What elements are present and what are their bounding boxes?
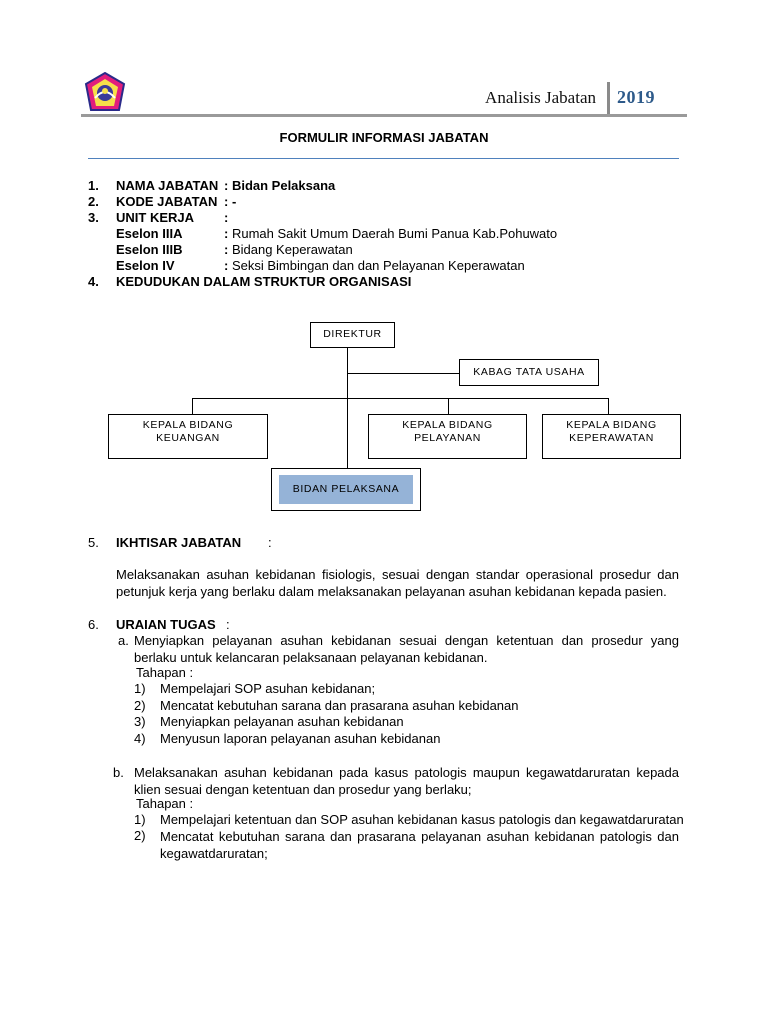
org-connector xyxy=(608,398,609,414)
step-text: Mencatat kebutuhan sarana dan prasarana pelayanan asuhan kebidanan patologis dan kegawatdaruratan; xyxy=(160,829,679,861)
step-text: Menyiapkan pelayanan asuhan kebidanan xyxy=(160,714,404,729)
step-text: Mempelajari ketentuan dan SOP asuhan kebidanan kasus patologis dan kegawatdaruratan xyxy=(160,812,684,827)
eselon-iiib-label: Eselon IIIB xyxy=(116,242,183,257)
step-text: Menyusun laporan pelayanan asuhan kebidanan xyxy=(160,731,441,746)
org-connector xyxy=(347,373,459,374)
title-underline xyxy=(88,158,679,159)
task-marker: a. xyxy=(118,633,129,648)
kode-jabatan-value: : - xyxy=(224,194,237,209)
eselon-iiia-label: Eselon IIIA xyxy=(116,226,183,241)
ikhtisar-colon: : xyxy=(268,535,272,550)
task-a-tahapan: Tahapan : xyxy=(136,665,194,680)
step-text: Mencatat kebutuhan sarana dan prasarana asuhan kebidanan xyxy=(160,698,519,713)
org-connector xyxy=(192,398,608,399)
org-box-kepala-bidang-keperawatan: KEPALA BIDANG KEPERAWATAN xyxy=(542,414,681,459)
org-connector xyxy=(347,347,348,468)
header-title: Analisis Jabatan xyxy=(485,88,596,107)
org-connector xyxy=(448,398,449,414)
step-number: 1) xyxy=(134,812,146,827)
item-number: 3. xyxy=(88,210,99,225)
task-a-text: Menyiapkan pelayanan asuhan kebidanan sesuai dengan ketentuan dan prosedur yang berlaku untuk kelancaran pelaksanaan pelayanan kebidanan. xyxy=(134,633,679,665)
eselon-iv-value: : Seksi Bimbingan dan dan Pelayanan Keperawatan xyxy=(224,258,525,273)
item-number: 2. xyxy=(88,194,99,209)
step-number: 1) xyxy=(134,681,146,696)
task-b-tahapan: Tahapan : xyxy=(136,796,194,811)
step-number: 2) xyxy=(134,828,146,843)
header-rule xyxy=(81,114,687,117)
org-box-highlight: BIDAN PELAKSANA xyxy=(279,475,413,504)
institution-logo xyxy=(84,72,126,114)
org-box-kepala-bidang-pelayanan: KEPALA BIDANG PELAYANAN xyxy=(368,414,527,459)
section-number: 6. xyxy=(88,617,99,632)
item-number: 4. xyxy=(88,274,99,289)
task-marker: b. xyxy=(113,765,124,780)
uraian-tugas-label: URAIAN TUGAS xyxy=(116,617,216,632)
eselon-iiia-value: : Rumah Sakit Umum Daerah Bumi Panua Kab.Pohuwato xyxy=(224,226,558,241)
kode-jabatan-label: KODE JABATAN xyxy=(116,194,218,209)
org-box-kabag-tata-usaha: KABAG TATA USAHA xyxy=(459,359,599,386)
section-number: 5. xyxy=(88,535,99,550)
eselon-iv-label: Eselon IV xyxy=(116,258,175,273)
item-number: 1. xyxy=(88,178,99,193)
header-year: 2019 xyxy=(617,87,655,107)
header-separator xyxy=(607,82,610,114)
org-box-kepala-bidang-keuangan: KEPALA BIDANG KEUANGAN xyxy=(108,414,268,459)
unit-kerja-value: : xyxy=(224,210,229,225)
org-box-direktur: DIREKTUR xyxy=(310,322,395,348)
task-b-text: Melaksanakan asuhan kebidanan pada kasus patologis maupun kegawatdaruratan kepada klien sesuai dengan ketentuan dan prosedur yang berlaku; xyxy=(134,765,679,797)
step-number: 2) xyxy=(134,698,146,713)
ikhtisar-jabatan-label: IKHTISAR JABATAN xyxy=(116,535,242,550)
form-title: FORMULIR INFORMASI JABATAN xyxy=(279,130,489,145)
nama-jabatan-value: : Bidan Pelaksana xyxy=(224,178,336,193)
ikhtisar-text: Melaksanakan asuhan kebidanan fisiologis, sesuai dengan standar operasional prosedur dan petunjuk kerja yang berlaku dalam melaksanakan pelayanan asuhan kebidanan kepada pasien. xyxy=(116,567,679,599)
org-box-bidan-pelaksana xyxy=(271,468,421,511)
step-number: 4) xyxy=(134,731,146,746)
unit-kerja-label: UNIT KERJA xyxy=(116,210,195,225)
step-number: 3) xyxy=(134,714,146,729)
nama-jabatan-label: NAMA JABATAN xyxy=(116,178,219,193)
org-connector xyxy=(192,398,193,414)
uraian-colon: : xyxy=(226,617,230,632)
step-text: Mempelajari SOP asuhan kebidanan; xyxy=(160,681,376,696)
eselon-iiib-value: : Bidang Keperawatan xyxy=(224,242,353,257)
kedudukan-label: KEDUDUKAN DALAM STRUKTUR ORGANISASI xyxy=(116,274,412,289)
